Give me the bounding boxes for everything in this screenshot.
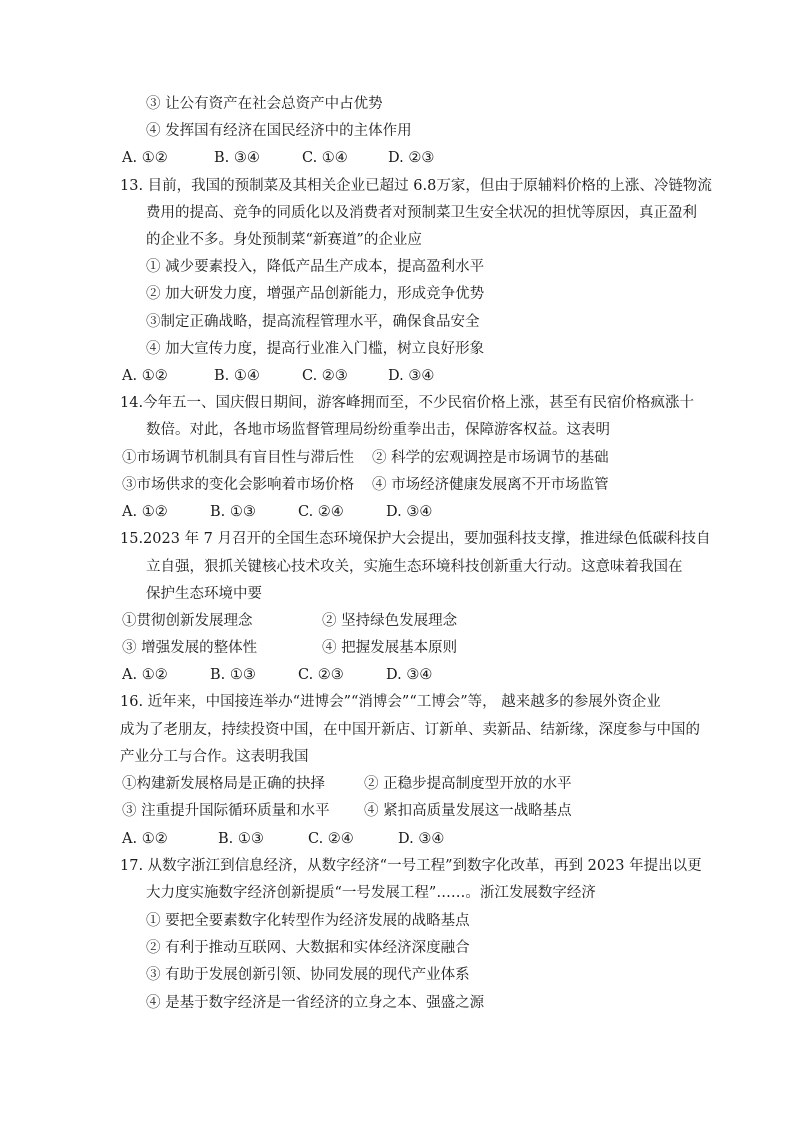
q17-item-3: ③ 有助于发展创新引领、协同发展的现代产业体系 — [146, 967, 470, 983]
q14-item-3: ③市场供求的变化会影响着市场价格 — [122, 477, 354, 493]
q15-item-3: ③ 增强发展的整体性 — [122, 640, 258, 656]
q15-item-4: ④ 把握发展基本原则 — [322, 640, 458, 656]
q12-choice-d: D. ②③ — [388, 150, 435, 166]
q16-choice-b: B. ①③ — [218, 831, 264, 847]
q12-item-3: ③ 让公有资产在社会总资产中占优势 — [146, 96, 383, 112]
q14-stem-1: 14.今年五一、国庆假日期间，游客峰拥而至，不少民宿价格上涨，甚至有民宿价格疯涨十 — [120, 395, 695, 411]
q16-item-3: ③ 注重提升国际循环质量和水平 — [122, 803, 330, 819]
q17-stem-1: 17. 从数字浙江到信息经济，从数字经济“一号工程”到数字化改革，再到 2023 年提出以更 — [120, 858, 702, 874]
q15-item-1: ①贯彻创新发展理念 — [122, 613, 253, 629]
q17-item-4: ④ 是基于数字经济是一省经济的立身之本、强盛之源 — [146, 995, 485, 1011]
q16-choice-a: A. ①② — [122, 831, 168, 847]
q17-stem-2: 大力度实施数字经济创新提质“一号发展工程”……。浙江发展数字经济 — [146, 885, 596, 901]
q16-stem-1: 16. 近年来，中国接连举办“进博会”“消博会”“工博会”等， 越来越多的参展外资企业 — [120, 694, 661, 710]
q12-choice-a: A. ①② — [122, 150, 168, 166]
q13-choice-d: D. ③④ — [388, 368, 435, 384]
q12-item-4: ④ 发挥国有经济在国民经济中的主体作用 — [146, 123, 412, 139]
q16-choice-c: C. ②④ — [308, 831, 354, 847]
q13-choice-c: C. ②③ — [302, 368, 348, 384]
q15-choice-a: A. ①② — [122, 667, 168, 683]
q15-choice-c: C. ②③ — [298, 667, 344, 683]
q13-choice-b: B. ①④ — [214, 368, 260, 384]
q13-stem-1: 13. 目前，我国的预制菜及其相关企业已超过 6.8万家，但由于原辅料价格的上涨、冷链物流 — [120, 178, 712, 194]
q14-item-4: ④ 市场经济健康发展离不开市场监管 — [372, 477, 609, 493]
q15-stem-3: 保护生态环境中要 — [146, 586, 262, 602]
q14-item-2: ② 科学的宏观调控是市场调节的基础 — [372, 450, 609, 466]
q15-item-2: ② 坚持绿色发展理念 — [322, 613, 458, 629]
q13-item-3: ③制定正确战略，提高流程管理水平，确保食品安全 — [146, 314, 480, 330]
q13-stem-2: 费用的提高、竞争的同质化以及消费者对预制菜卫生安全状况的担忧等原因，真正盈利 — [146, 205, 697, 221]
q14-choice-b: B. ①③ — [210, 504, 256, 520]
q13-stem-3: 的企业不多。身处预制菜“新赛道”的企业应 — [146, 232, 422, 248]
q13-item-1: ① 减少要素投入，降低产品生产成本，提高盈利水平 — [146, 259, 485, 275]
q16-item-2: ② 正稳步提高制度型开放的水平 — [364, 776, 572, 792]
q17-item-2: ② 有利于推动互联网、大数据和实体经济深度融合 — [146, 940, 470, 956]
q13-item-2: ② 加大研发力度，增强产品创新能力，形成竞争优势 — [146, 286, 485, 302]
q14-choice-a: A. ①② — [122, 504, 168, 520]
q12-choice-c: C. ①④ — [302, 150, 348, 166]
q16-item-1: ①构建新发展格局是正确的抉择 — [122, 776, 325, 792]
q14-choice-d: D. ③④ — [386, 504, 433, 520]
q14-item-1: ①市场调节机制具有盲目性与滞后性 — [122, 450, 354, 466]
q14-stem-2: 数倍。对此，各地市场监督管理局纷纷重拳出击，保障游客权益。这表明 — [146, 422, 610, 438]
q14-choice-c: C. ②④ — [298, 504, 344, 520]
q13-choice-a: A. ①② — [122, 368, 168, 384]
q15-choice-b: B. ①③ — [210, 667, 256, 683]
q15-stem-2: 立自强，狠抓关键核心技术攻关，实施生态环境科技创新重大行动。这意味着我国在 — [146, 559, 683, 575]
q16-item-4: ④ 紧扣高质量发展这一战略基点 — [364, 803, 572, 819]
q16-choice-d: D. ③④ — [398, 831, 445, 847]
q13-item-4: ④ 加大宣传力度，提高行业准入门槛，树立良好形象 — [146, 341, 485, 357]
q15-choice-d: D. ③④ — [386, 667, 433, 683]
q16-stem-2: 成为了老朋友，持续投资中国，在中国开新店、订新单、卖新品、结新缘，深度参与中国的 — [120, 722, 700, 738]
q17-item-1: ① 要把全要素数字化转型作为经济发展的战略基点 — [146, 913, 470, 929]
q16-stem-3: 产业分工与合作。这表明我国 — [120, 749, 309, 765]
q12-choice-b: B. ③④ — [214, 150, 260, 166]
q15-stem-1: 15.2023 年 7 月召开的全国生态环境保护大会提出，要加强科技支撑，推进绿色低碳科技自 — [120, 531, 711, 547]
